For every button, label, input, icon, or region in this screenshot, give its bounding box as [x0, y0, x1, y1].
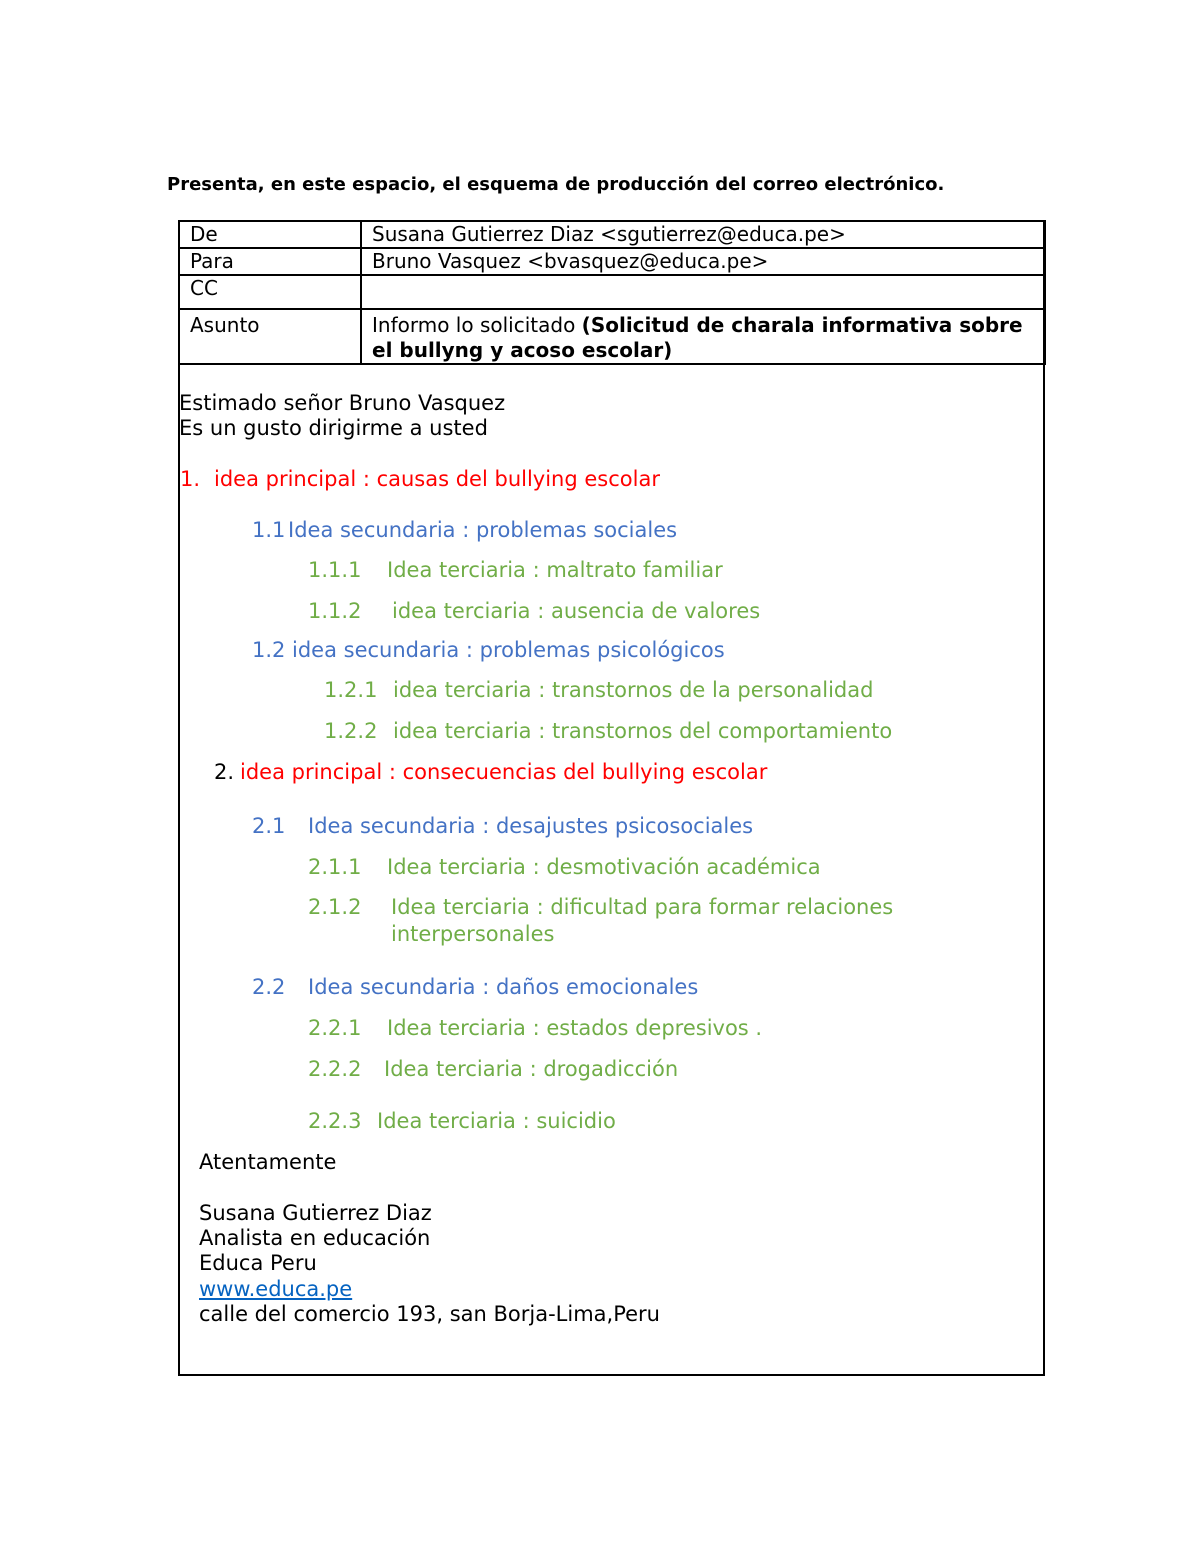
terciaria-1-1-1-number: 1.1.1 [308, 558, 362, 582]
terciaria-2-2-2-text: Idea terciaria : drogadicción [384, 1057, 679, 1081]
terciaria-2-1-2-text-line1: Idea terciaria : dificultad para formar relaciones [391, 895, 894, 919]
secundaria-2-2-text: Idea secundaria : daños emocionales [308, 975, 699, 999]
terciaria-2-1-2-number: 2.1.2 [308, 895, 362, 919]
secundaria-1-2-text: idea secundaria : problemas psicológicos [292, 638, 725, 662]
secundaria-2-1-number: 2.1 [252, 814, 286, 838]
principal-2-text: idea principal : consecuencias del bullying escolar [240, 760, 768, 784]
secundaria-1-1-text: Idea secundaria : problemas sociales [288, 518, 678, 542]
header-row-cc [179, 275, 1045, 309]
terciaria-2-2-1-number: 2.2.1 [308, 1016, 362, 1040]
terciaria-2-2-3-number: 2.2.3 [308, 1109, 362, 1133]
de-value: Susana Gutierrez Diaz <sgutierrez@educa.pe> [361, 221, 1045, 248]
terciaria-2-1-2-text-line2: interpersonales [391, 922, 555, 946]
terciaria-2-2-2-number: 2.2.2 [308, 1057, 362, 1081]
para-value: Bruno Vasquez <bvasquez@educa.pe> [361, 248, 1045, 275]
terciaria-2-1-1-text: Idea terciaria : desmotivación académica [387, 855, 821, 879]
de-label: De [179, 221, 361, 248]
terciaria-2-1-1-number: 2.1.1 [308, 855, 362, 879]
terciaria-2-2-1-text: Idea terciaria : estados depresivos . [387, 1016, 763, 1040]
signature-name: Susana Gutierrez Diaz [199, 1201, 432, 1225]
closing: Atentamente [199, 1150, 337, 1174]
asunto-bold-line2: el bullyng y acoso escolar) [372, 338, 673, 362]
signature-org: Educa Peru [199, 1251, 317, 1275]
terciaria-1-2-2-number: 1.2.2 [324, 719, 378, 743]
para-label: Para [179, 248, 361, 275]
cc-label: CC [179, 275, 361, 309]
signature-role: Analista en educación [199, 1226, 431, 1250]
principal-1-text: idea principal : causas del bullying escolar [214, 467, 660, 491]
asunto-bold-line1: (Solicitud de charala informativa sobre [581, 313, 1023, 337]
cc-value [361, 275, 1045, 309]
terciaria-2-2-3-text: Idea terciaria : suicidio [377, 1109, 616, 1133]
signature-website-link[interactable]: www.educa.pe [199, 1277, 353, 1301]
header-row-de [179, 221, 1045, 248]
header-row-asunto [179, 309, 1045, 364]
terciaria-1-1-2-number: 1.1.2 [308, 599, 362, 623]
terciaria-1-1-2-text: idea terciaria : ausencia de valores [392, 599, 761, 623]
secundaria-2-2-number: 2.2 [252, 975, 286, 999]
signature-address: calle del comercio 193, san Borja-Lima,Peru [199, 1302, 660, 1326]
intro: Es un gusto dirigirme a usted [179, 416, 488, 440]
secundaria-1-2-number: 1.2 [252, 638, 286, 662]
terciaria-1-1-1-text: Idea terciaria : maltrato familiar [387, 558, 723, 582]
asunto-value [361, 309, 1045, 364]
terciaria-1-2-1-number: 1.2.1 [324, 678, 378, 702]
asunto-label: Asunto [179, 309, 361, 364]
secundaria-2-1-text: Idea secundaria : desajustes psicosociales [308, 814, 754, 838]
instruction-heading: Presenta, en este espacio, el esquema de producción del correo electrónico. [167, 174, 945, 195]
principal-2-number: 2. [214, 760, 235, 784]
email-header-table [178, 220, 1046, 365]
asunto-plain: Informo lo solicitado [372, 313, 582, 337]
header-row-para [179, 248, 1045, 275]
greeting: Estimado señor Bruno Vasquez [179, 391, 506, 415]
principal-1-number: 1. [180, 467, 201, 491]
terciaria-1-2-2-text: idea terciaria : transtornos del comportamiento [393, 719, 893, 743]
terciaria-1-2-1-text: idea terciaria : transtornos de la personalidad [393, 678, 874, 702]
secundaria-1-1-number: 1.1 [252, 518, 286, 542]
